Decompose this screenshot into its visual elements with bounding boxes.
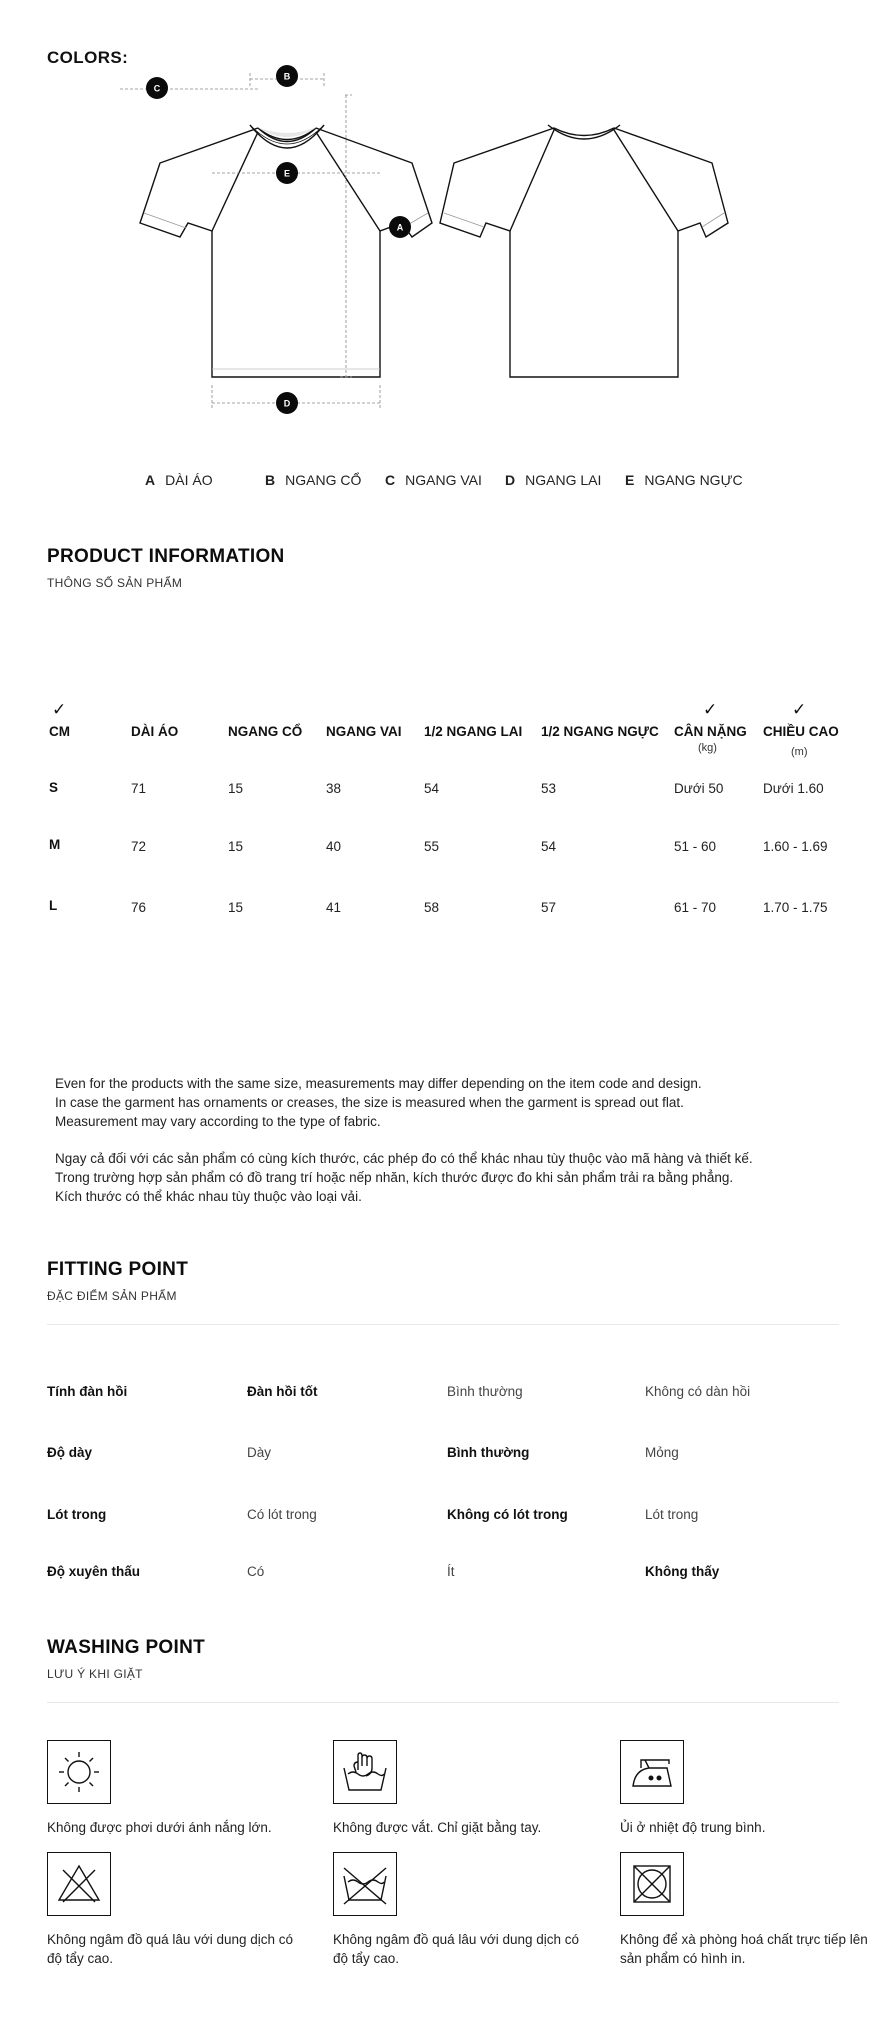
note-line: Measurement may vary according to the type of fabric. (55, 1114, 381, 1129)
fitting-subtitle: ĐẶC ĐIỂM SẢN PHẨM (47, 1289, 177, 1303)
washing-text: Ủi ở nhiệt độ trung bình. (620, 1820, 766, 1835)
table-cell: 15 (228, 781, 244, 796)
washing-item (620, 1852, 880, 1968)
no-soak-icon (333, 1852, 397, 1916)
table-cell: 41 (326, 900, 342, 915)
table-cell: 53 (541, 781, 557, 796)
table-cell: 61 - 70 (674, 900, 717, 915)
header-weight: CÂN NẶNG (674, 724, 747, 739)
header-cm: CM (49, 724, 70, 739)
fitting-row-lining (47, 1507, 839, 1527)
legend-item-c: C NGANG VAI (385, 472, 482, 488)
table-cell: 71 (131, 781, 147, 796)
washing-text: Không để xà phòng hoá chất trực tiếp lên sản phẩm có hình in. (620, 1932, 868, 1966)
check-icon: ✓ (792, 700, 807, 719)
garment-measurement-diagram (140, 71, 740, 445)
note-line: Ngay cả đối với các sản phẩm có cùng kích thước, các phép đo có thể khác nhau tùy thuộc vào mã hàng và thiết kế. (55, 1151, 753, 1166)
size-label: L (49, 898, 58, 913)
fitting-option: Mỏng (645, 1445, 679, 1460)
fitting-option: Lót trong (645, 1507, 699, 1522)
washing-item (333, 1852, 593, 1968)
header-hem: 1/2 NGANG LAI (424, 724, 523, 739)
fitting-option: Có lót trong (247, 1507, 317, 1522)
svg-text:D: D (283, 398, 291, 409)
table-cell: 1.70 - 1.75 (763, 900, 828, 915)
fitting-key: Tính đàn hồi (47, 1384, 128, 1399)
table-cell: 55 (424, 839, 440, 854)
legend-item-b: B NGANG CỔ (265, 472, 362, 488)
washing-text: Không được phơi dưới ánh nắng lớn. (47, 1820, 272, 1835)
divider (47, 1702, 839, 1703)
washing-text: Không ngâm đồ quá lâu với dung dịch có độ tẩy cao. (333, 1932, 580, 1966)
table-cell: 58 (424, 900, 440, 915)
note-line: In case the garment has ornaments or creases, the size is measured when the garment is spread out flat. (55, 1095, 684, 1110)
legend-item-a: A DÀI ÁO (145, 472, 213, 488)
table-cell: Dưới 1.60 (763, 781, 824, 796)
colors-label: COLORS: (47, 48, 129, 67)
fitting-key: Độ xuyên thấu (47, 1564, 141, 1579)
size-label: S (49, 780, 59, 795)
washing-subtitle: LƯU Ý KHI GIẶT (47, 1667, 143, 1681)
svg-text:C: C (153, 83, 161, 94)
hand-wash-icon (333, 1740, 397, 1804)
fitting-option: Có (247, 1564, 265, 1579)
washing-item (620, 1740, 880, 1837)
header-shoulder: NGANG VAI (326, 724, 402, 739)
table-cell: 15 (228, 900, 244, 915)
washing-item (333, 1740, 593, 1837)
note-line: Even for the products with the same size, measurements may differ depending on the item code and design. (55, 1076, 702, 1091)
header-chest: 1/2 NGANG NGỰC (541, 724, 659, 739)
unit-weight: (kg) (698, 742, 717, 754)
size-label: M (49, 837, 61, 852)
fitting-key: Độ dày (47, 1445, 93, 1460)
fitting-option-selected: Không có lót trong (447, 1507, 568, 1522)
product-info-subtitle: THÔNG SỐ SẢN PHẨM (47, 576, 183, 590)
no-sun-dry-icon (47, 1740, 111, 1804)
check-icon: ✓ (703, 700, 718, 719)
washing-item (47, 1852, 307, 1968)
fitting-option-selected: Không thấy (645, 1564, 720, 1579)
svg-text:B: B (283, 71, 291, 82)
table-cell: 51 - 60 (674, 839, 717, 854)
back-tshirt-outline (440, 125, 728, 377)
fitting-row-elasticity (47, 1384, 839, 1404)
fitting-row-thickness (47, 1445, 839, 1465)
fitting-option: Dày (247, 1445, 272, 1460)
washing-title: WASHING POINT (47, 1637, 206, 1658)
washing-item (47, 1740, 307, 1837)
washing-text: Không ngâm đồ quá lâu với dung dịch có độ tẩy cao. (47, 1932, 294, 1966)
fitting-option: Không có dàn hồi (645, 1384, 751, 1399)
table-cell: 54 (541, 839, 557, 854)
note-line: Trong trường hợp sản phẩm có đồ trang trí hoặc nếp nhăn, kích thước được đo khi sản phẩm trải ra bằng phẳng. (55, 1170, 734, 1185)
note-line: Kích thước có thể khác nhau tùy thuộc vào loại vải. (55, 1189, 362, 1204)
measurement-notes (55, 1074, 753, 1224)
no-tumble-dry-icon (620, 1852, 684, 1916)
iron-medium-icon (620, 1740, 684, 1804)
table-cell: 15 (228, 839, 244, 854)
fitting-option-selected: Đàn hồi tốt (247, 1384, 318, 1399)
header-length: DÀI ÁO (131, 724, 179, 739)
divider (47, 1324, 839, 1325)
table-cell: 40 (326, 839, 342, 854)
table-cell: 72 (131, 839, 147, 854)
fitting-title: FITTING POINT (47, 1259, 189, 1280)
fitting-row-transparency (47, 1564, 839, 1584)
fitting-option-selected: Bình thường (447, 1445, 530, 1460)
unit-height: (m) (791, 746, 808, 758)
table-cell: 38 (326, 781, 342, 796)
svg-text:A: A (396, 222, 404, 233)
fitting-option: Bình thường (447, 1384, 523, 1399)
no-bleach-icon (47, 1852, 111, 1916)
table-cell: 54 (424, 781, 440, 796)
fitting-key: Lót trong (47, 1507, 107, 1522)
table-cell: Dưới 50 (674, 781, 724, 796)
table-cell: 1.60 - 1.69 (763, 839, 828, 854)
measurement-legend (145, 472, 865, 492)
header-neck: NGANG CỔ (228, 724, 303, 739)
product-info-title: PRODUCT INFORMATION (47, 546, 285, 567)
check-icon: ✓ (52, 700, 67, 719)
header-height: CHIỀU CAO (763, 724, 839, 739)
washing-text: Không được vắt. Chỉ giặt bằng tay. (333, 1820, 542, 1835)
legend-item-e: E NGANG NGỰC (625, 472, 743, 488)
fitting-option: Ít (447, 1564, 455, 1579)
table-cell: 76 (131, 900, 147, 915)
legend-item-d: D NGANG LAI (505, 472, 602, 488)
svg-text:E: E (283, 168, 291, 179)
table-cell: 57 (541, 900, 557, 915)
